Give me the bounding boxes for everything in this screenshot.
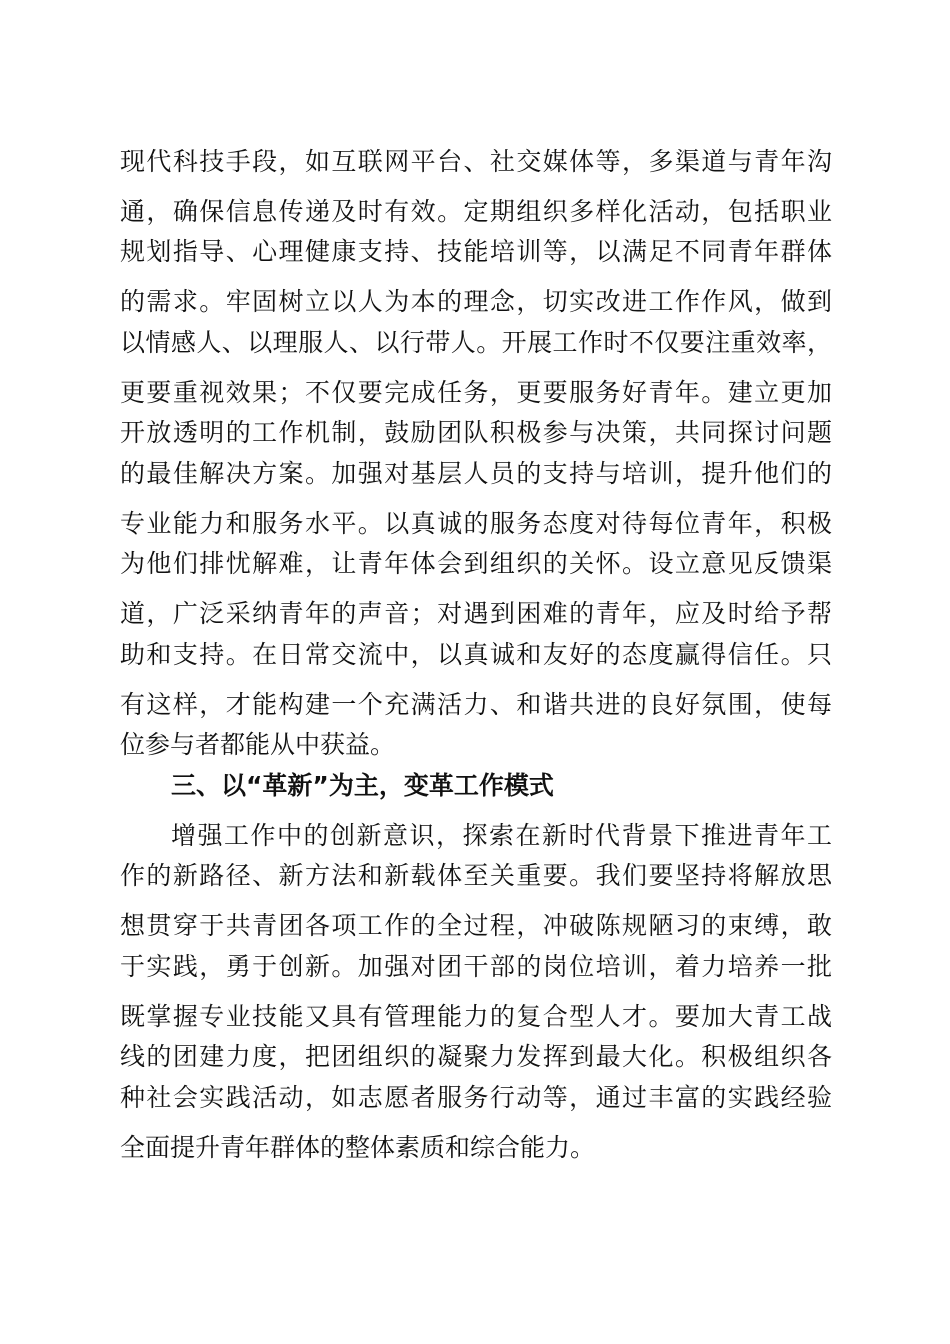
paragraph-line: 开放透明的工作机制，鼓励团队积极参与决策，共同探讨问题 (120, 418, 832, 447)
paragraph-line: 线的团建力度，把团组织的凝聚力发挥到最大化。积极组织各 (120, 1042, 832, 1071)
section-heading: 三、以“革新”为主，变革工作模式 (171, 771, 554, 800)
paragraph-line: 位参与者都能从中获益。 (120, 730, 396, 759)
paragraph-line: 于实践，勇于创新。加强对团干部的岗位培训，着力培养一批 (120, 952, 832, 981)
paragraph-line: 全面提升青年群体的整体素质和综合能力。 (120, 1133, 596, 1162)
paragraph-line: 通，确保信息传递及时有效。定期组织多样化活动，包括职业 (120, 197, 832, 226)
paragraph-line: 有这样，才能构建一个充满活力、和谐共进的良好氛围，使每 (120, 690, 832, 719)
paragraph-line: 更要重视效果；不仅要完成任务，更要服务好青年。建立更加 (120, 378, 832, 407)
paragraph-line: 种社会实践活动，如志愿者服务行动等，通过丰富的实践经验 (120, 1083, 832, 1112)
paragraph-line: 专业能力和服务水平。以真诚的服务态度对待每位青年，积极 (120, 509, 832, 538)
paragraph-line: 规划指导、心理健康支持、技能培训等，以满足不同青年群体 (120, 237, 832, 266)
paragraph-line: 的需求。牢固树立以人为本的理念，切实改进工作作风，做到 (120, 287, 832, 316)
paragraph-line: 道，广泛采纳青年的声音；对遇到困难的青年，应及时给予帮 (120, 599, 832, 628)
paragraph-line: 既掌握专业技能又具有管理能力的复合型人才。要加大青工战 (120, 1002, 832, 1031)
paragraph-line: 为他们排忧解难，让青年体会到组织的关怀。设立意见反馈渠 (120, 549, 832, 578)
paragraph-line: 想贯穿于共青团各项工作的全过程，冲破陈规陋习的束缚，敢 (120, 911, 832, 940)
paragraph-line: 助和支持。在日常交流中，以真诚和友好的态度赢得信任。只 (120, 640, 832, 669)
paragraph-line: 现代科技手段，如互联网平台、社交媒体等，多渠道与青年沟 (120, 147, 832, 176)
paragraph-line: 以情感人、以理服人、以行带人。开展工作时不仅要注重效率， (120, 328, 832, 357)
paragraph-line: 增强工作中的创新意识，探索在新时代背景下推进青年工 (171, 821, 832, 850)
paragraph-line: 作的新路径、新方法和新载体至关重要。我们要坚持将解放思 (120, 861, 832, 890)
paragraph-line: 的最佳解决方案。加强对基层人员的支持与培训，提升他们的 (120, 459, 832, 488)
